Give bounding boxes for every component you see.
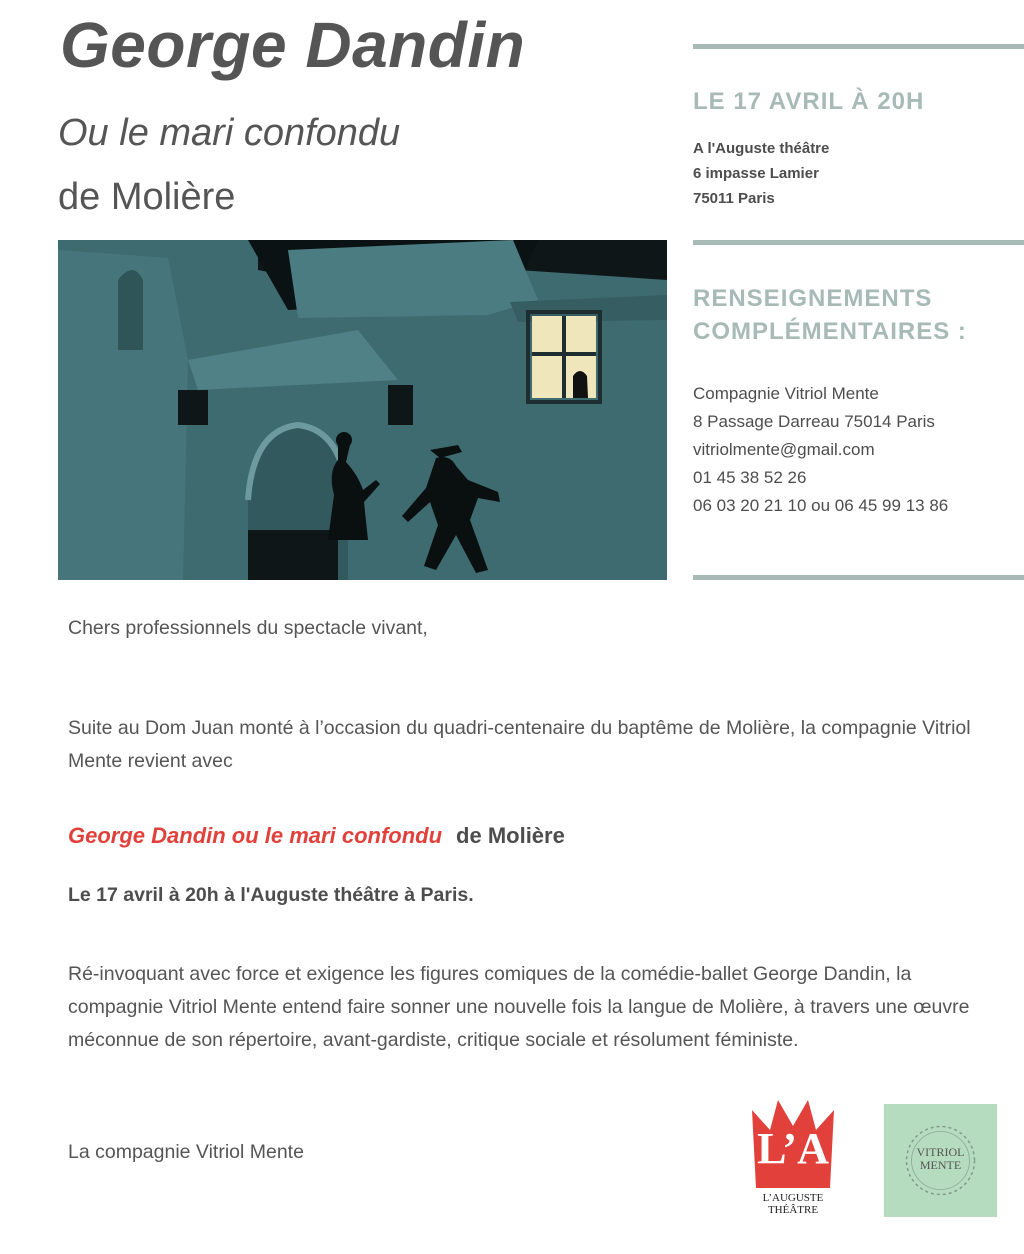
signature: La compagnie Vitriol Mente: [68, 1141, 304, 1163]
window-bar-vertical: [562, 316, 566, 398]
venue-block: [693, 136, 829, 211]
info-heading-line: COMPLÉMENTAIRES :: [693, 318, 967, 345]
page-subtitle: Ou le mari confondu: [58, 112, 401, 154]
vitriol-mente-logo: [884, 1104, 997, 1217]
contact-company: Compagnie Vitriol Mente: [693, 384, 879, 403]
vitriol-name-line: VITRIOL: [916, 1145, 965, 1159]
venue-line: 75011 Paris: [693, 190, 775, 207]
auguste-theatre-logo: [748, 1096, 838, 1220]
vitriol-name-line: MENTE: [919, 1158, 962, 1172]
tower-window: [118, 270, 143, 350]
play-title: George Dandin ou le mari confondu: [68, 823, 443, 848]
window-silhouette: [573, 371, 588, 398]
contact-mobile: 06 03 20 21 10 ou 06 45 99 13 86: [693, 496, 949, 515]
event-date-heading: LE 17 AVRIL À 20H: [693, 88, 925, 115]
contact-block: [693, 380, 948, 520]
auguste-name-line: L’AUGUSTE: [762, 1192, 824, 1204]
divider-bottom: [693, 575, 1024, 580]
divider-middle: [693, 240, 1024, 245]
ground-shadow: [248, 530, 338, 580]
window-bar-horizontal: [532, 352, 596, 356]
greeting: Chers professionnels du spectacle vivant,: [68, 617, 428, 639]
page-title: George Dandin: [60, 9, 526, 81]
play-line: [68, 823, 565, 849]
divider-top: [693, 44, 1024, 49]
author-line: de Molière: [58, 176, 236, 218]
woman-head: [336, 432, 352, 448]
intro-paragraph: Suite au Dom Juan monté à l’occasion du quadri-centenaire du baptême de Molière, la compagnie Vitriol Mente revient avec: [68, 717, 971, 772]
play-author: de Molière: [456, 823, 565, 848]
vitriol-name: [884, 1146, 997, 1172]
venue-line: A l'Auguste théâtre: [693, 140, 830, 157]
contact-email: vitriolmente@gmail.com: [693, 440, 875, 459]
description-paragraph: Ré-invoquant avec force et exigence les figures comiques de la comédie-ballet George Dandin, la compagnie Vitriol Mente entend faire sonner une nouvelle fois la langue de Molière, à travers une œuvre méconnue de son répertoire, avant-gardiste, critique sociale et résolument féministe.: [68, 963, 970, 1051]
dark-doorway-left: [178, 390, 208, 425]
auguste-name-line: THÉÂTRE: [767, 1204, 819, 1216]
contact-address: 8 Passage Darreau 75014 Paris: [693, 412, 935, 431]
theatre-illustration: [58, 240, 667, 580]
info-heading: [693, 282, 967, 348]
auguste-mark: L’A: [757, 1124, 829, 1173]
date-line: Le 17 avril à 20h à l'Auguste théâtre à Paris.: [68, 884, 474, 906]
contact-phone: 01 45 38 52 26: [693, 468, 807, 487]
info-heading-line: RENSEIGNEMENTS: [693, 285, 933, 312]
house-roof: [288, 240, 538, 318]
venue-line: 6 impasse Lamier: [693, 165, 819, 182]
dark-doorway-right: [388, 385, 413, 425]
auguste-name: [748, 1192, 838, 1216]
